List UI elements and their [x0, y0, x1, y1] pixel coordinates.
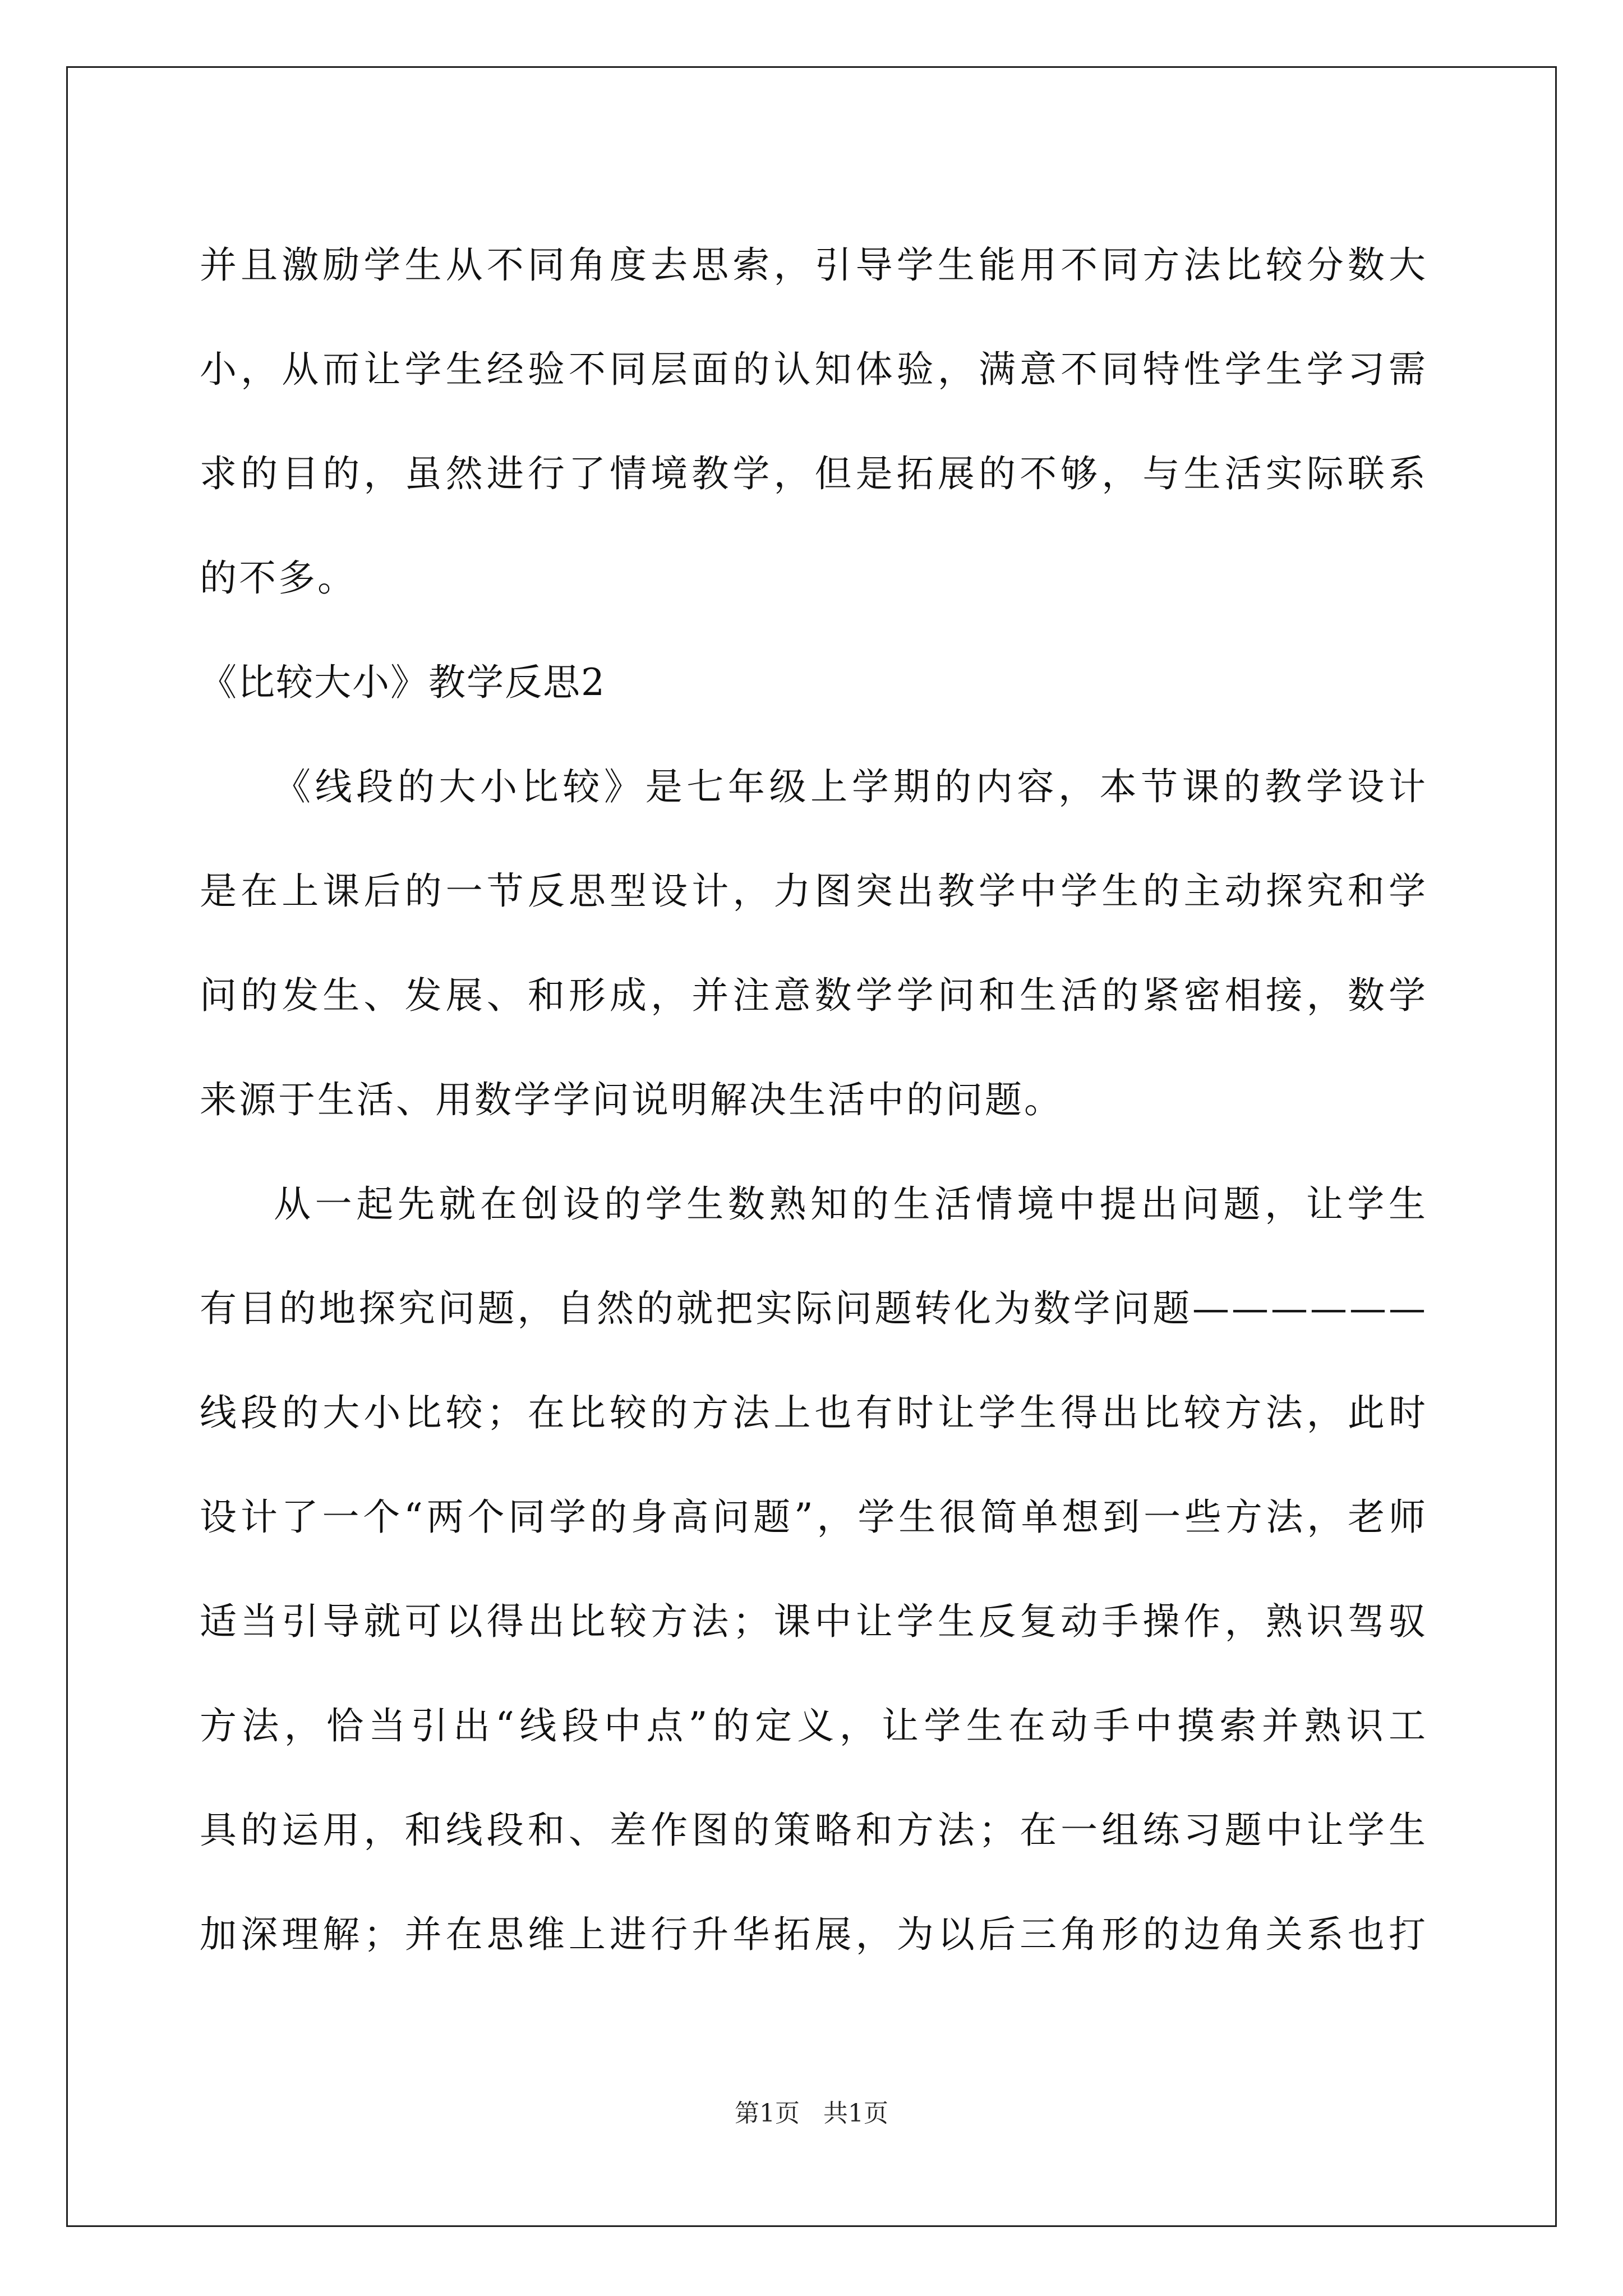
paragraph-line: 来源于生活、用数学学问说明解决生活中的问题。 — [200, 1078, 1063, 1121]
paragraph-line: 从一起先就在创设的学生数熟知的生活情境中提出问题，让学生 — [274, 1182, 1428, 1226]
page-footer — [0, 2097, 1623, 2131]
paragraph-line: 并且激励学生从不同角度去思索，引导学生能用不同方法比较分数大 — [200, 243, 1428, 287]
paragraph-line: 的不多。 — [200, 556, 357, 600]
paragraph-line: 适当引导就可以得出比较方法；课中让学生反复动手操作，熟识驾驭 — [200, 1600, 1428, 1643]
paragraph-line: 具的运用，和线段和、差作图的策略和方法；在一组练习题中让学生 — [200, 1809, 1428, 1852]
paragraph-line: 有目的地探究问题，自然的就把实际问题转化为数学问题—————— — [200, 1287, 1428, 1330]
paragraph-line: 设计了一个“两个同学的身高问题”，学生很简单想到一些方法，老师 — [200, 1496, 1428, 1539]
document-body — [200, 213, 1428, 1987]
paragraph-line: 加深理解；并在思维上进行升华拓展，为以后三角形的边角关系也打 — [200, 1913, 1428, 1956]
paragraph-line: 问的发生、发展、和形成，并注意数学学问和生活的紧密相接，数学 — [200, 974, 1428, 1017]
page-total: 共1页 — [823, 2099, 888, 2128]
paragraph-line: 是在上课后的一节反思型设计，力图突出教学中学生的主动探究和学 — [200, 869, 1428, 913]
section-heading: 《比较大小》教学反思2 — [200, 661, 606, 704]
paragraph-line: 线段的大小比较；在比较的方法上也有时让学生得出比较方法，此时 — [200, 1391, 1428, 1434]
paragraph-line: 小，从而让学生经验不同层面的认知体验，满意不同特性学生学习需 — [200, 348, 1428, 391]
page-number: 第1页 — [735, 2099, 800, 2128]
paragraph-line: 方法，恰当引出“线段中点”的定义，让学生在动手中摸索并熟识工 — [200, 1704, 1428, 1747]
paragraph-line: 《线段的大小比较》是七年级上学期的内容，本节课的教学设计 — [274, 765, 1428, 808]
paragraph-line: 求的目的，虽然进行了情境教学，但是拓展的不够，与生活实际联系 — [200, 452, 1428, 495]
